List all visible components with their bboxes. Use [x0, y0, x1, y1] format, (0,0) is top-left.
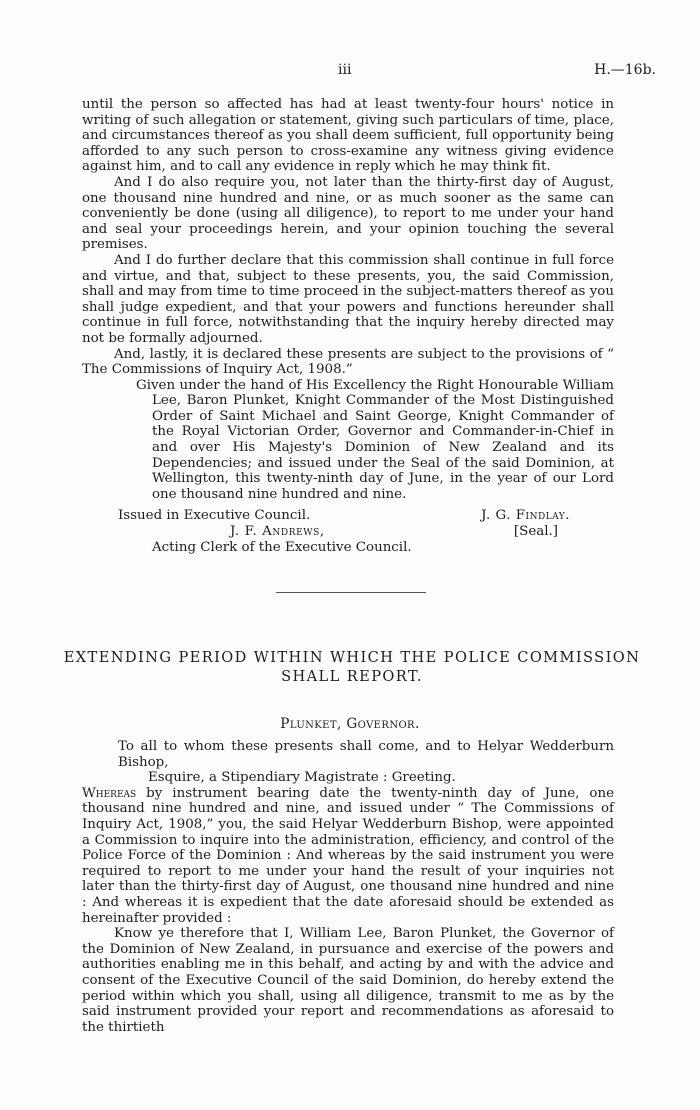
- section-divider: [276, 592, 426, 593]
- document-reference: H.—16b.: [594, 62, 656, 78]
- extension-instrument: [82, 739, 614, 1035]
- section-title-line1: EXTENDING PERIOD WITHIN WHICH THE POLICE COMMISSION: [63, 649, 641, 666]
- section-title-line2: SHALL REPORT.: [281, 668, 423, 685]
- page-header: [0, 62, 700, 82]
- paragraph-notice: until the person so affected has had at least twenty-four hours' notice in writing of such allegation or statement, giving such particulars of time, place, and circumstances thereof as you shall deem sufficient, full opportunity being afforded to any such person to cross-examine any witness giving evidence against him, and to call any evidence in reply which he may think fit.: [82, 97, 614, 175]
- clerk-title: Acting Clerk of the Executive Council.: [152, 540, 412, 556]
- signer-name: J. G. Findlay.: [481, 508, 570, 524]
- paragraph-know-ye: Know ye therefore that I, William Lee, Baron Plunket, the Governor of the Dominion of New Zealand, in pursuance and exercise of the powers and authorities enabling me in this behalf, and acting by and with the advice and consent of the Executive Council of the said Dominion, do hereby extend the period within which you shall, using all diligence, transmit to me as by the said instrument provided your report and recommendations as aforesaid to the thirtieth: [82, 926, 614, 1035]
- paragraph-full-force: And I do further declare that this commission shall continue in full force and virtue, and that, subject to these presents, you, the said Commission, shall and may from time to time proceed in the subject-matters thereof as you shall judge expedient, and that your powers and functions hereunder shall continue in full force, notwithstanding that the inquiry hereby directed may not be formally adjourned.: [82, 252, 614, 346]
- issued-in-council: Issued in Executive Council.: [118, 508, 311, 524]
- paragraph-report-deadline: And I do also require you, not later than the thirty-first day of August, one thousand nine hundred and nine, or as much sooner as the same can conveniently be done (using all diligence), to report to me under your hand and seal your proceedings herein, and your opinion touching the several premises.: [82, 174, 614, 253]
- greeting-line1: To all to whom these presents shall come, and to Helyar Wedderburn Bishop,: [118, 739, 614, 770]
- paragraph-whereas: [82, 786, 614, 926]
- clerk-name-row: [82, 524, 614, 540]
- commission-continuation: [82, 97, 614, 556]
- clerk-title-row: [82, 540, 614, 556]
- section-title: [60, 648, 644, 686]
- governor-line: Plunket, Governor.: [280, 716, 420, 732]
- whereas-text: by instrument bearing date the twenty-ninth day of June, one thousand nine hundred and nine, and issued under “ The Commissions of Inquiry Act, 1908,” you, the said Helyar Wedderburn Bishop, were appointed a Commission to inquire into the administration, efficiency, and control of the Police Force of the Dominion : And whereas by the said instrument you were required to report to me under your hand the result of your inquiries not later than the thirty-first day of August, one thousand nine hundred and nine : And whereas it is expedient that the date aforesaid should be extended as hereinafter provided :: [82, 785, 614, 926]
- paragraph-given-under-hand: Given under the hand of His Excellency the Right Honourable William Lee, Baron Plunket, Knight Commander of the Most Distinguished Order of Saint Michael and Saint George, Knight Commander of the Royal Victorian Order, Governor and Commander-in-Chief in and over His Majesty's Dominion of New Zealand and its Dependencies; and issued under the Seal of the said Dominion, at Wellington, this twenty-ninth day of June, in the year of our Lord one thousand nine hundred and nine.: [136, 377, 614, 502]
- seal-mark: [Seal.]: [513, 524, 558, 540]
- page-number: iii: [338, 62, 352, 78]
- greeting-line2: Esquire, a Stipendiary Magistrate : Greeting.: [148, 770, 456, 786]
- whereas-word: Whereas: [82, 785, 137, 801]
- paragraph-provisions: And, lastly, it is declared these presents are subject to the provisions of “ The Commissions of Inquiry Act, 1908.”: [82, 346, 614, 378]
- clerk-name: J. F. Andrews,: [230, 524, 325, 540]
